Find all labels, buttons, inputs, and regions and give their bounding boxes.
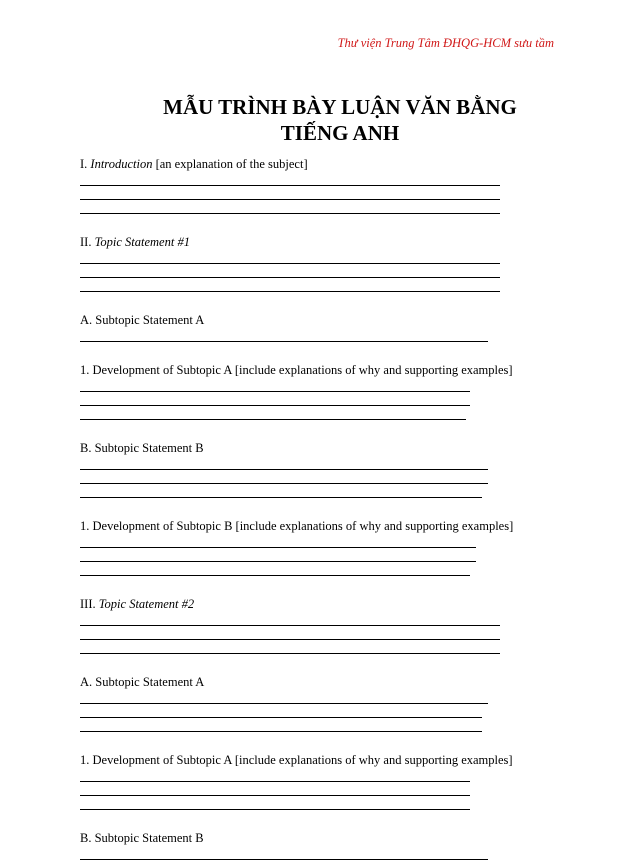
writing-line[interactable]	[80, 456, 488, 470]
writing-line[interactable]	[80, 548, 476, 562]
section-heading-prefix: A. Subtopic Statement A	[80, 313, 205, 327]
section-heading-italic: Topic Statement #2	[98, 597, 195, 611]
outline-section	[80, 732, 513, 810]
writing-line[interactable]	[80, 562, 470, 576]
section-heading	[80, 362, 513, 378]
section-heading-prefix: I.	[80, 157, 91, 171]
writing-line[interactable]	[80, 328, 488, 342]
writing-line[interactable]	[80, 626, 500, 640]
writing-line[interactable]	[80, 278, 500, 292]
writing-line[interactable]	[80, 718, 482, 732]
section-heading	[80, 440, 510, 456]
section-heading	[80, 752, 513, 768]
writing-line[interactable]	[80, 704, 482, 718]
writing-line[interactable]	[80, 846, 488, 860]
writing-line[interactable]	[80, 378, 470, 392]
outline-section	[80, 498, 514, 576]
section-heading	[80, 312, 510, 328]
title-line-1: MẪU TRÌNH BÀY LUẬN VĂN BẰNG	[163, 95, 517, 119]
writing-line[interactable]	[80, 796, 470, 810]
section-heading-italic: Introduction	[90, 157, 153, 171]
writing-line[interactable]	[80, 782, 470, 796]
writing-line[interactable]	[80, 200, 500, 214]
library-attribution: Thư viện Trung Tâm ĐHQG-HCM sưu tầm	[337, 36, 554, 50]
writing-line[interactable]	[80, 250, 500, 264]
section-heading-prefix: A. Subtopic Statement A	[80, 675, 205, 689]
outline-section	[80, 292, 510, 342]
writing-line[interactable]	[80, 484, 482, 498]
section-heading-prefix: II.	[80, 235, 95, 249]
section-heading-prefix: B. Subtopic Statement B	[80, 831, 204, 845]
outline-section	[80, 214, 510, 292]
writing-line[interactable]	[80, 768, 470, 782]
section-heading-prefix: III.	[80, 597, 99, 611]
writing-line[interactable]	[80, 470, 488, 484]
document-title	[150, 94, 530, 146]
outline-section	[80, 654, 510, 732]
outline-section	[80, 576, 510, 654]
section-heading-suffix: [an explanation of the subject]	[152, 157, 308, 171]
section-heading	[80, 234, 510, 250]
writing-line[interactable]	[80, 392, 470, 406]
section-heading-prefix: 1. Development of Subtopic A [include explanations of why and supporting examples]	[80, 753, 513, 767]
writing-line[interactable]	[80, 264, 500, 278]
writing-line[interactable]	[80, 690, 488, 704]
section-heading-prefix: B. Subtopic Statement B	[80, 441, 204, 455]
section-heading	[80, 674, 510, 690]
outline-section	[80, 420, 510, 498]
outline-section	[80, 156, 510, 214]
title-line-2: TIẾNG ANH	[280, 121, 400, 145]
section-heading	[80, 156, 510, 172]
outline-body	[80, 156, 514, 860]
writing-line[interactable]	[80, 406, 466, 420]
section-heading-prefix: 1. Development of Subtopic A [include explanations of why and supporting examples]	[80, 363, 513, 377]
section-heading-italic: Topic Statement #1	[94, 235, 190, 249]
writing-line[interactable]	[80, 612, 500, 626]
section-heading	[80, 596, 510, 612]
outline-section	[80, 810, 510, 860]
writing-line[interactable]	[80, 186, 500, 200]
section-heading	[80, 518, 514, 534]
writing-line[interactable]	[80, 172, 500, 186]
section-heading	[80, 830, 510, 846]
writing-line[interactable]	[80, 534, 476, 548]
section-heading-prefix: 1. Development of Subtopic B [include explanations of why and supporting examples]	[80, 519, 514, 533]
outline-section	[80, 342, 513, 420]
writing-line[interactable]	[80, 640, 500, 654]
